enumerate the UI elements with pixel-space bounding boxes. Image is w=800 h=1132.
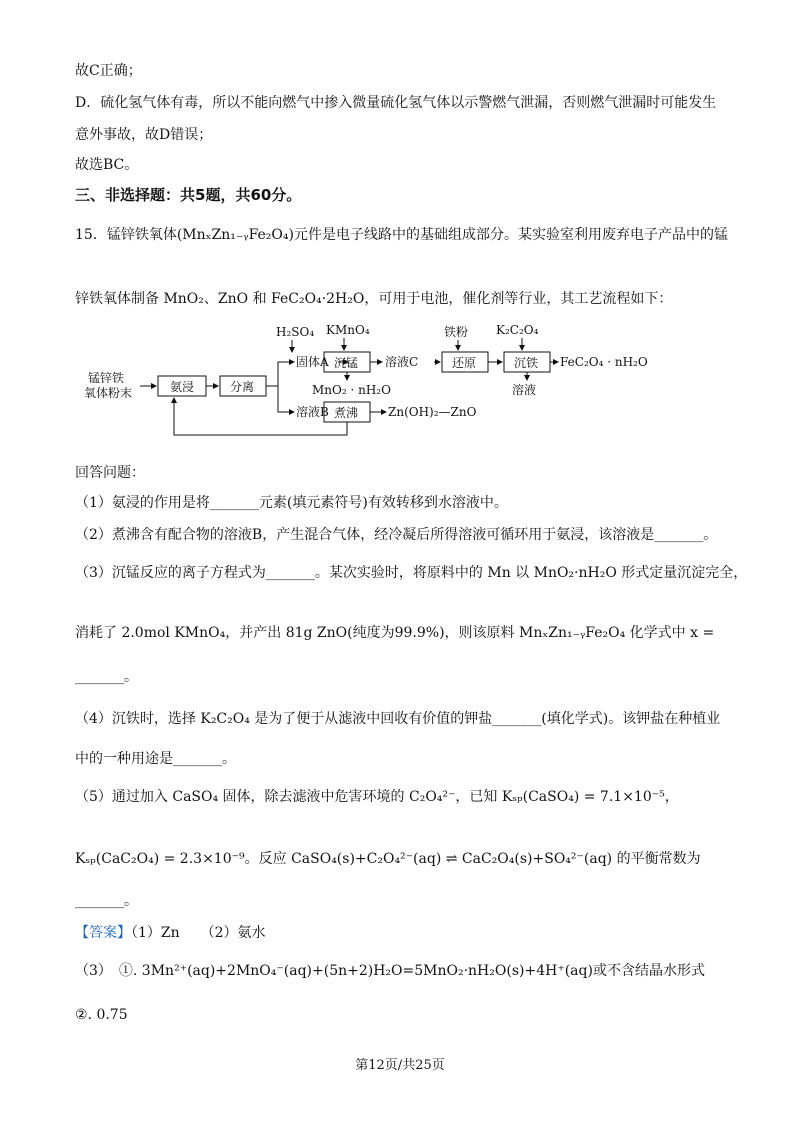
raw-material-label: 锰锌铁 [88,371,125,385]
mn-precip-label: 沉锰 [334,356,359,370]
text-line: 故选BC。 [75,157,139,173]
question-15-intro: 锌铁氧体制备 MnO₂、ZnO 和 FeC₂O₄·2H₂O，可用于电池，催化剂等行业，其工艺流程如下： [75,291,673,307]
question-5: （5）通过加入 CaSO₄ 固体，除去滤液中危害环境的 C₂O₄²⁻，已知 Kₛₚ(CaSO₄) = 7.1×10⁻⁵， [75,789,679,805]
iron-oxalate-product-label: FeC₂O₄ · nH₂O [560,355,648,369]
question-4: （4）沉铁时，选择 K₂C₂O₄ 是为了便于从滤液中回收有价值的钾盐_______(填化学式)。该钾盐在种植业 [75,711,721,727]
answer-3-part2: ②. 0.75 [75,1007,128,1023]
text-line: 故C正确； [75,63,142,79]
fe-precip-label: 沉铁 [514,356,539,370]
text-line: D．硫化氢气体有毒，所以不能向燃气中掺入微量硫化氢气体以示警燃气泄漏，否则燃气泄漏时可能发生 [75,95,717,111]
kmno4-label: KMnO₄ [326,323,370,337]
answer-3: （3） ①. 3Mn²⁺(aq)+2MnO₄⁻(aq)+(5n+2)H₂O=5MnO₂·nH₂O(s)+4H⁺(aq)或不含结晶水形式 [75,963,705,979]
question-3: 消耗了 2.0mol KMnO₄，并产出 81g ZnO(纯度为99.9%)，则该原料 MnₓZn₁₋ᵧFe₂O₄ 化学式中 x = [75,625,715,641]
section-heading: 三、非选择题：共5题，共60分。 [75,186,302,204]
page-footer: 第12页/共25页 [355,1058,445,1073]
question-5: _______。 [75,893,138,909]
text-line: 意外事故，故D错误； [75,127,213,143]
answer-line [75,924,266,942]
text-line: 回答问题： [75,465,145,481]
process-flow-diagram [82,322,682,442]
question-2: （2）煮沸含有配合物的溶液B，产生混合气体，经冷凝后所得溶液可循环用于氨浸，该溶液是_______。 [75,527,718,543]
solution-b-label: 溶液B [296,405,329,419]
question-15-intro: 15．锰锌铁氧体(MnₓZn₁₋ᵧFe₂O₄)元件是电子线路中的基础组成部分。某实验室利用废弃电子产品中的锰 [75,227,728,243]
k2c2o4-label: K₂C₂O₄ [496,323,539,337]
question-1: （1）氨浸的作用是将_______元素(填元素符号)有效转移到水溶液中。 [75,495,508,511]
filtrate-label: 溶液 [512,383,537,397]
mno2-product-label: MnO₂ · nH₂O [312,383,391,397]
question-3: _______。 [75,669,138,685]
h2so4-label: H₂SO₄ [276,325,315,339]
ammonia-label: 氨浸 [170,380,195,394]
solution-c-label: 溶液C [385,355,419,369]
zn-product-label: Zn(OH)₂—ZnO [388,405,477,419]
answer-tag: 【答案】 [75,925,131,941]
solid-a-label: 固体A [296,355,329,369]
reduce-label: 还原 [452,356,477,370]
answer-text: （1）Zn （2）氨水 [131,925,266,941]
raw-material-label: 氧体粉末 [84,386,133,400]
boil-label: 煮沸 [334,406,359,420]
question-5: Kₛₚ(CaC₂O₄) = 2.3×10⁻⁹。反应 CaSO₄(s)+C₂O₄²⁻(aq) ⇌ CaC₂O₄(s)+SO₄²⁻(aq) 的平衡常数为 [75,851,701,867]
question-4: 中的一种用途是_______。 [75,751,236,767]
separate-label: 分离 [230,380,255,394]
iron-powder-label: 铁粉 [444,325,469,339]
question-3: （3）沉锰反应的离子方程式为_______。某次实验时，将原料中的 Mn 以 MnO₂·nH₂O 形式定量沉淀完全， [75,565,748,581]
